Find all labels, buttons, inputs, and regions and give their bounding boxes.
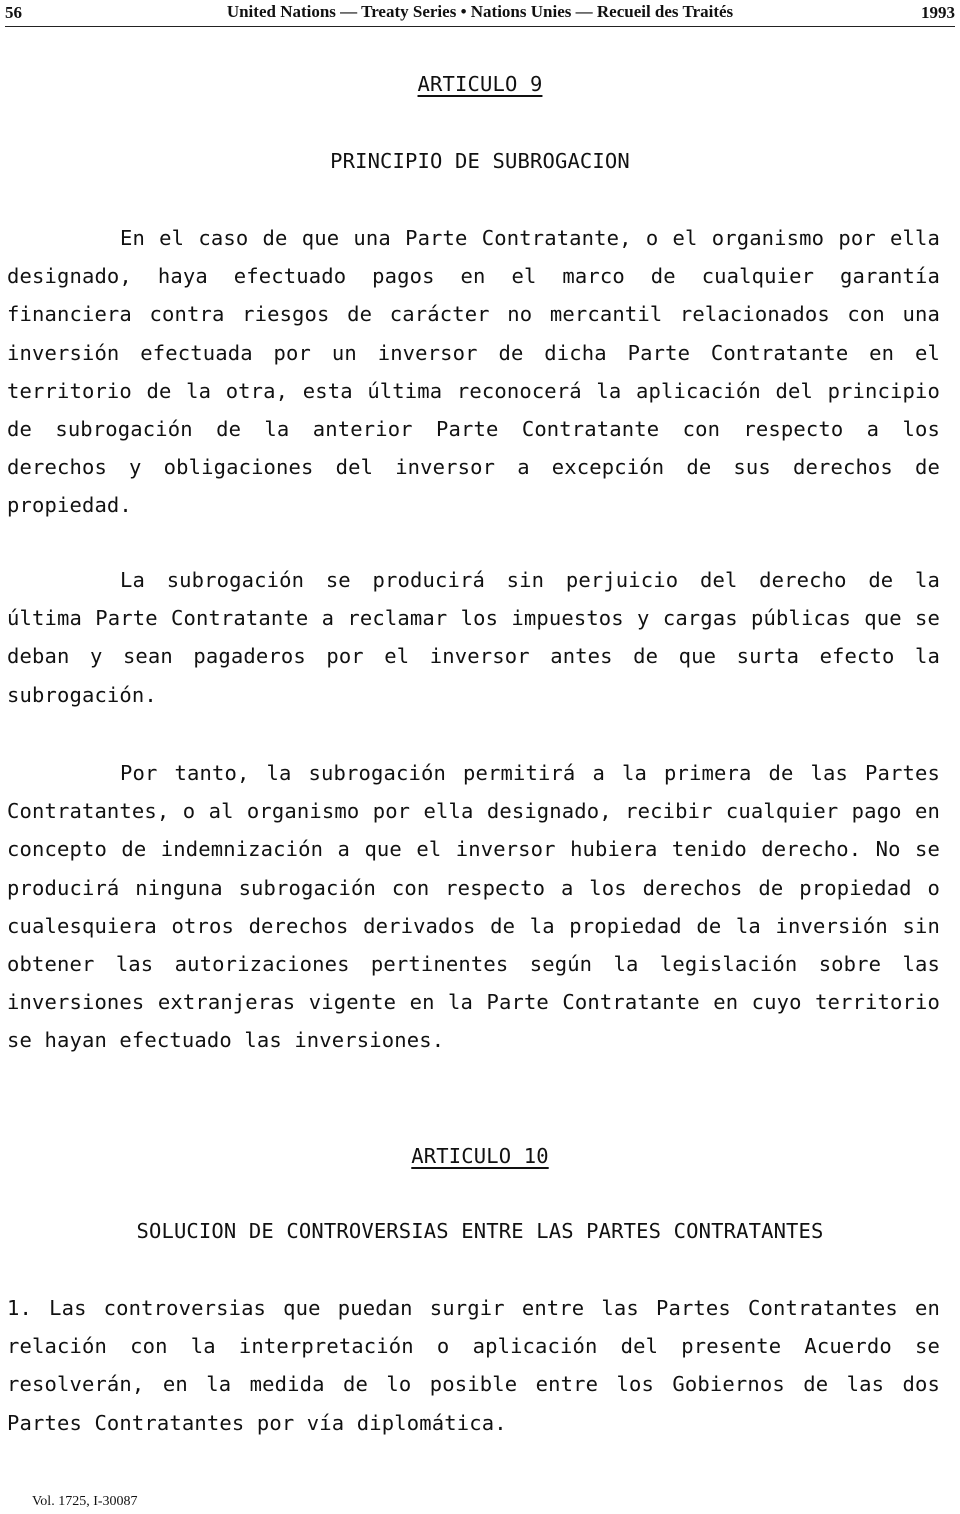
article-10-title-text: ARTICULO 10: [411, 1144, 549, 1168]
article-9-title: [0, 72, 960, 96]
article-10-subtitle: SOLUCION DE CONTROVERSIAS ENTRE LAS PARTES CONTRATANTES: [136, 1219, 824, 1243]
running-header: [5, 0, 955, 27]
article-10-paragraph-1: 1. Las controversias que puedan surgir entre las Partes Contratantes en relación con la interpretación o aplicación del presente Acuerdo se resolverán, en la medida de lo posible entre los Gobiernos de las dos Partes Contratantes por vía diplomática.: [7, 1296, 940, 1435]
article-9-title-text: ARTICULO 9: [417, 72, 543, 96]
article-9-subtitle: PRINCIPIO DE SUBROGACION: [330, 149, 630, 173]
running-title: United Nations — Treaty Series • Nations Unies — Recueil des Traités: [226, 2, 734, 21]
page-number: 56: [5, 3, 22, 22]
article-10-title: [0, 1144, 960, 1168]
article-9-paragraph-3: Por tanto, la subrogación permitirá a la primera de las Partes Contratantes, o al organismo por ella designado, recibir cualquier pago en concepto de indemnización a que el inversor hubiera tenido derecho. No se producirá ninguna subrogación con respecto a los derechos de propiedad o cualesquiera otros derechos derivados de la propiedad de la inversión sin obtener las autorizaciones pertinentes según la legislación sobre las inversiones extranjeras vigente en la Parte Contratante en cuyo territorio se hayan efectuado las inversiones.: [7, 761, 940, 1053]
article-9-paragraph-2: La subrogación se producirá sin perjuicio del derecho de la última Parte Contratante a reclamar los impuestos y cargas públicas que se deban y sean pagaderos por el inversor antes de que surta efecto la subrogación.: [7, 568, 940, 707]
article-9-paragraph-1: En el caso de que una Parte Contratante, o el organismo por ella designado, haya efectuado pagos en el marco de cualquier garantía financiera contra riesgos de carácter no mercantil relacionados con una inversión efectuada por un inversor de dicha Parte Contratante en el territorio de la otra, esta última reconocerá la aplicación del principio de subrogación de la anterior Parte Contratante con respecto a los derechos y obligaciones del inversor a excepción de sus derechos de propiedad.: [7, 226, 940, 518]
volume-footer: Vol. 1725, I-30087: [32, 1494, 138, 1509]
header-year: 1993: [921, 3, 955, 22]
